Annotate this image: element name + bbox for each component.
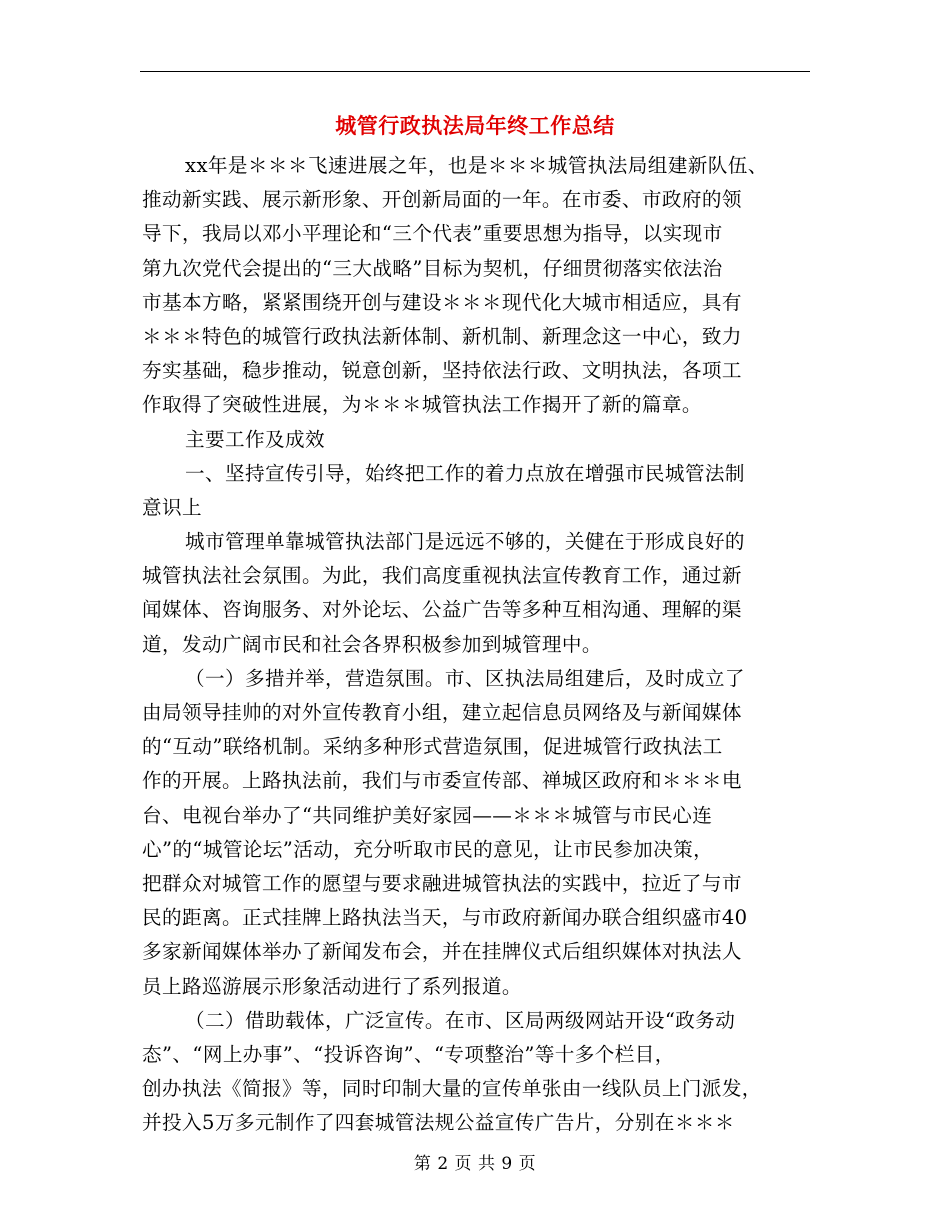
body-line: 民的距离。正式挂牌上路执法当天，与市政府新闻办联合组织盛市40 <box>142 906 748 930</box>
body-line: （二）借助载体，广泛宣传。在市、区局两级网站开设“政务动 <box>185 1008 736 1032</box>
body-line: 导下，我局以邓小平理论和“三个代表”重要思想为指导，以实现市 <box>142 222 723 246</box>
document-body <box>142 149 810 1140</box>
document-title: 城管行政执法局年终工作总结 <box>335 113 615 138</box>
body-line: 把群众对城管工作的愿望与要求融进城管执法的实践中，拉近了与市 <box>142 871 742 895</box>
subsection-heading: 一、坚持宣传引导，始终把工作的着力点放在增强市民城管法制 <box>185 461 745 485</box>
body-line: 由局领导挂帅的对外宣传教育小组，建立起信息员网络及与新闻媒体 <box>142 701 742 724</box>
body-line: 心”的“城管论坛”活动，充分听取市民的意见，让市民参加决策， <box>142 837 714 861</box>
body-line: 作的开展。上路执法前，我们与市委宣传部、禅城区政府和＊＊＊电 <box>142 769 742 793</box>
body-line: （一）多措并举，营造氛围。市、区执法局组建后，及时成立了 <box>185 666 745 690</box>
body-line: 台、电视台举办了“共同维护美好家园——＊＊＊城管与市民心连 <box>142 803 713 827</box>
section-heading: 主要工作及成效 <box>185 427 325 451</box>
body-line: 市基本方略，紧紧围绕开创与建设＊＊＊现代化大城市相适应，具有 <box>142 290 742 314</box>
body-line: 城市管理单靠城管执法部门是远远不够的，关健在于形成良好的 <box>185 530 745 554</box>
body-line: 第九次党代会提出的“三大战略”目标为契机，仔细贯彻落实依法治 <box>142 256 723 280</box>
body-line: 创办执法《简报》等，同时印制大量的宣传单张由一线队员上门派发， <box>142 1077 762 1101</box>
body-line: 城管执法社会氛围。为此，我们高度重视执法宣传教育工作，通过新 <box>142 564 742 588</box>
body-line: 并投入5万多元制作了四套城管法规公益宣传广告片，分别在＊＊＊ <box>142 1111 735 1135</box>
body-line: xx年是＊＊＊飞速进展之年，也是＊＊＊城管执法局组建新队伍、 <box>185 154 768 177</box>
body-line: 态”、“网上办事”、“投诉咨询”、“专项整治”等十多个栏目， <box>142 1042 675 1066</box>
body-line: 作取得了突破性进展，为＊＊＊城管执法工作揭开了新的篇章。 <box>142 393 702 417</box>
page-number-footer: 第 2 页 共 9 页 <box>413 1154 537 1174</box>
subsection-heading-continued: 意识上 <box>142 495 202 519</box>
body-line: 的“互动”联络机制。采纳多种形式营造氛围，促进城管行政执法工 <box>142 735 723 759</box>
body-line: 多家新闻媒体举办了新闻发布会，并在挂牌仪式后组织媒体对执法人 <box>142 940 742 964</box>
body-line: 夯实基础，稳步推动，锐意创新，坚持依法行政、文明执法，各项工 <box>142 359 742 383</box>
body-line: ＊＊＊特色的城管行政执法新体制、新机制、新理念这一中心，致力 <box>142 324 742 348</box>
body-line: 员上路巡游展示形象活动进行了系列报道。 <box>142 974 522 998</box>
header-rule <box>140 71 810 72</box>
body-line: 道，发动广阔市民和社会各界积极参加到城管理中。 <box>142 632 602 656</box>
body-line: 闻媒体、咨询服务、对外论坛、公益广告等多种互相沟通、理解的渠 <box>142 598 742 622</box>
body-line: 推动新实践、展示新形象、开创新局面的一年。在市委、市政府的领 <box>142 188 742 212</box>
